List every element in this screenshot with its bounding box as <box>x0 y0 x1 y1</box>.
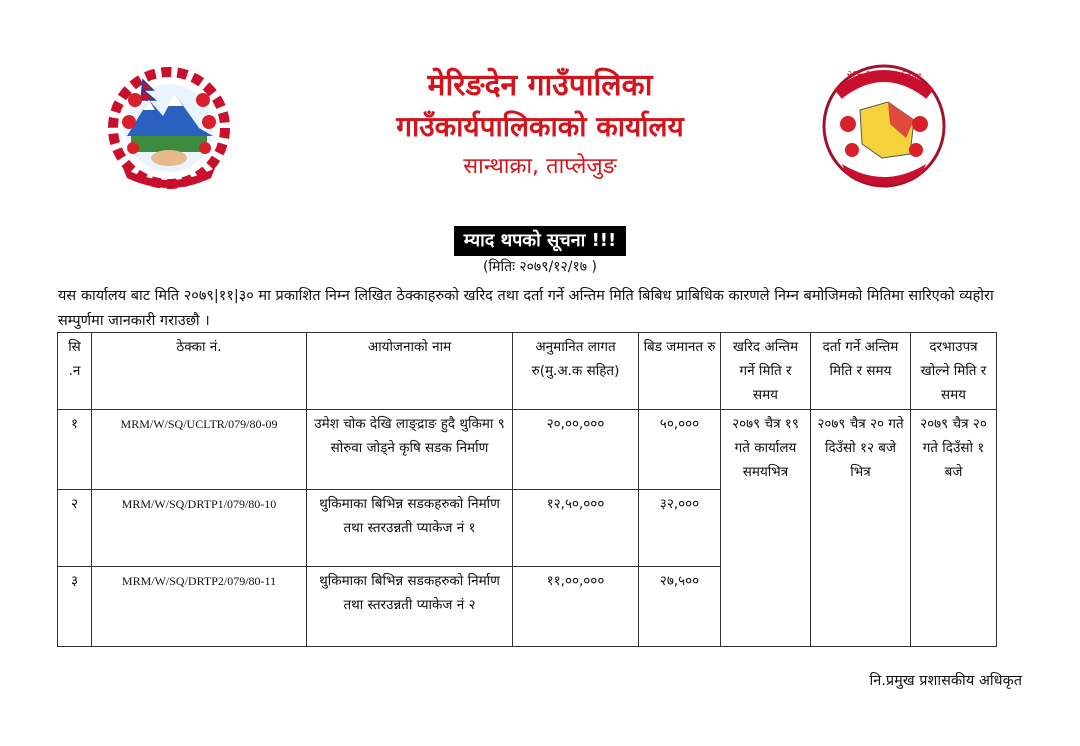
header-bid: बिड जमानत रु <box>639 333 721 410</box>
notice-date: (मितिः २०७९/१२/१७ ) <box>483 259 597 275</box>
signature: नि.प्रमुख प्रशासकीय अधिकृत <box>869 673 1022 689</box>
open-time: २०७९ चैत्र २० गते दिउँसो १ बजे <box>911 410 997 647</box>
row-project: थुकिमाका बिभिन्न सडकहरुको निर्माण तथा स्तरउन्नती प्याकेज नं १ <box>307 490 513 567</box>
municipality-name: मेरिङदेन गाउँपालिका <box>427 68 653 103</box>
notice-title-text: म्याद थपको सूचना !!! <box>454 226 626 256</box>
row-sn: १ <box>58 410 92 490</box>
row-cost: ११,००,००० <box>513 567 639 647</box>
register-deadline: २०७९ चैत्र २० गते दिउँसो १२ बजे भित्र <box>811 410 911 647</box>
row-project: थुकिमाका बिभिन्न सडकहरुको निर्माण तथा स्तरउन्नती प्याकेज नं २ <box>307 567 513 647</box>
row-sn: ३ <box>58 567 92 647</box>
header-cost: अनुमानित लागत रु(मु.अ.क सहित) <box>513 333 639 410</box>
purchase-deadline: २०७९ चैत्र १९ गते कार्यालय समयभित्र <box>721 410 811 647</box>
notice-body: यस कार्यालय बाट मिति २०७९|११|३० मा प्रकाशित निम्न लिखित ठेक्काहरुको खरिद तथा दर्ता गर्ने अन्तिम मिति बिबिध प्राबिधिक कारणले निम्न बमोजिमको मितिमा सारिएको व्यहोरा सम्पुर्णमा जानकारी गराउछौ । <box>58 288 994 329</box>
office-address: सान्थाक्रा, ताप्लेजुङ <box>463 154 617 179</box>
table-header-row <box>58 333 997 410</box>
row-project: उमेश चोक देखि लाङ्द्राङ हुदै थुकिमा ९ सोरुवा जोड्ने कृषि सडक निर्माण <box>307 410 513 490</box>
notice-title <box>0 226 1080 256</box>
header-purchase: खरिद अन्तिम गर्ने मिति र समय <box>721 333 811 410</box>
office-header <box>0 66 1080 186</box>
header-project: आयोजनाको नाम <box>307 333 513 410</box>
row-bid: २७,५०० <box>639 567 721 647</box>
logo-text: मेरिङदेन गाउँपालिका <box>846 72 922 83</box>
contracts-table <box>57 332 997 647</box>
row-bid: ३२,००० <box>639 490 721 567</box>
row-contract: MRM/W/SQ/UCLTR/079/80-09 <box>92 410 307 490</box>
row-cost: १२,५०,००० <box>513 490 639 567</box>
office-name: गाउँकार्यपालिकाको कार्यालय <box>396 110 684 143</box>
row-contract: MRM/W/SQ/DRTP2/079/80-11 <box>92 567 307 647</box>
header-contract: ठेक्का नं. <box>92 333 307 410</box>
row-contract: MRM/W/SQ/DRTP1/079/80-10 <box>92 490 307 567</box>
row-bid: ५०,००० <box>639 410 721 490</box>
header-register: दर्ता गर्ने अन्तिम मिति र समय <box>811 333 911 410</box>
table-row <box>58 410 997 490</box>
header-open: दरभाउपत्र खोल्ने मिति र समय <box>911 333 997 410</box>
row-cost: २०,००,००० <box>513 410 639 490</box>
row-sn: २ <box>58 490 92 567</box>
header-sn: सि .न <box>58 333 92 410</box>
